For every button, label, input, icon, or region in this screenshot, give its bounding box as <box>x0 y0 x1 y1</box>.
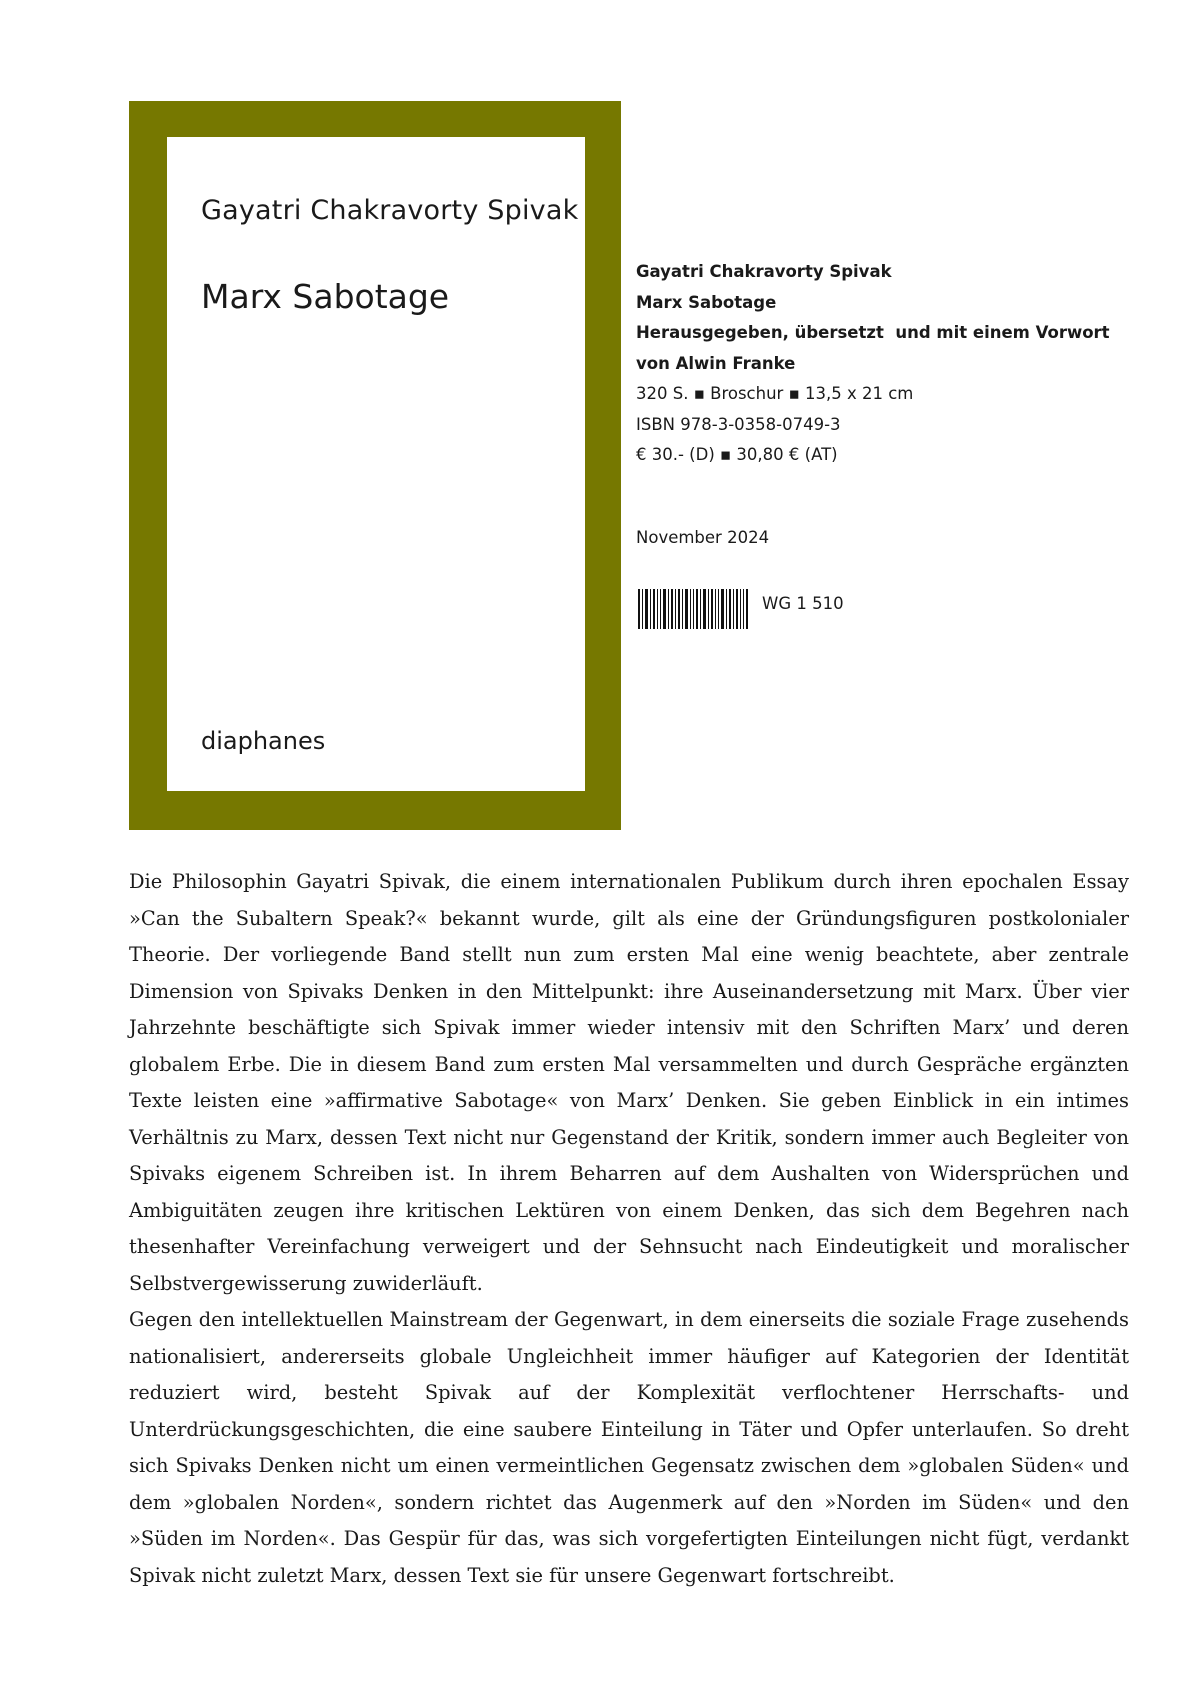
meta-author: Gayatri Chakravorty Spivak <box>636 262 892 281</box>
barcode-row <box>638 589 844 629</box>
book-cover-label <box>167 137 585 791</box>
cover-title: Marx Sabotage <box>201 277 450 316</box>
book-description <box>129 864 1129 1594</box>
meta-price: € 30.- (D) ▪ 30,80 € (AT) <box>636 445 838 464</box>
description-paragraph-1: Die Philosophin Gayatri Spivak, die einem internationalen Publikum durch ihren epochalen Essay »Can the Subaltern Speak?« bekannt wurde, gilt als eine der Gründungsfiguren postkolonialer Theorie. Der vorliegende Band stellt nun zum ersten Mal eine wenig beachtete, aber zentrale Dimension von Spivaks Denken in den Mittelpunkt: ihre Auseinandersetzung mit Marx. Über vier Jahrzehnte beschäftigte sich Spivak immer wieder intensiv mit den Schriften Marx’ und deren globalem Erbe. Die in diesem Band zum ersten Mal versammelten und durch Gespräche ergänzten Texte leisten eine »affirmative Sabotage« von Marx’ Denken. Sie geben Einblick in ein intimes Verhältnis zu Marx, dessen Text nicht nur Gegenstand der Kritik, sondern immer auch Begleiter von Spivaks eigenem Schreiben ist. In ihrem Beharren auf dem Aushalten von Widersprüchen und Ambiguitäten zeugen ihre kritischen Lektüren von einem Denken, das sich dem Begehren nach thesenhafter Vereinfachung verweigert und der Sehnsucht nach Eindeutigkeit und moralischer Selbstvergewisserung zuwiderläuft. <box>129 870 1129 1295</box>
meta-format: 320 S. ▪ Broschur ▪ 13,5 x 21 cm <box>636 384 914 403</box>
warengruppe: WG 1 510 <box>762 594 844 613</box>
meta-isbn: ISBN 978-3-0358-0749-3 <box>636 414 841 434</box>
description-paragraph-2: Gegen den intellektuellen Mainstream der Gegenwart, in dem einerseits die soziale Frage zusehends nationalisiert, andererseits globale Ungleichheit immer häufiger auf Kategorien der Identität reduziert wird, besteht Spivak auf der Komplexität verflochtener Herrschafts- und Unterdrückungsgeschichten, die eine saubere Einteilung in Täter und Opfer unterlaufen. So dreht sich Spivaks Denken nicht um einen vermeintlichen Gegensatz zwischen dem »globalen Süden« und dem »globalen Norden«, sondern richtet das Augenmerk auf den »Norden im Süden« und den »Süden im Norden«. Das Gespür für das, was sich vorgefertigten Einteilungen nicht fügt, verdankt Spivak nicht zuletzt Marx, dessen Text sie für unsere Gegenwart fortschreibt. <box>129 1308 1129 1587</box>
book-metadata <box>636 257 1110 471</box>
meta-title: Marx Sabotage <box>636 292 777 312</box>
meta-editor-line1: Herausgegeben, übersetzt und mit einem Vorwort <box>636 323 1110 342</box>
cover-author: Gayatri Chakravorty Spivak <box>201 195 579 226</box>
cover-publisher: diaphanes <box>201 727 326 755</box>
publication-date: November 2024 <box>636 528 770 547</box>
barcode-icon <box>638 589 750 629</box>
meta-editor-line2: von Alwin Franke <box>636 353 796 373</box>
book-cover <box>129 101 621 830</box>
